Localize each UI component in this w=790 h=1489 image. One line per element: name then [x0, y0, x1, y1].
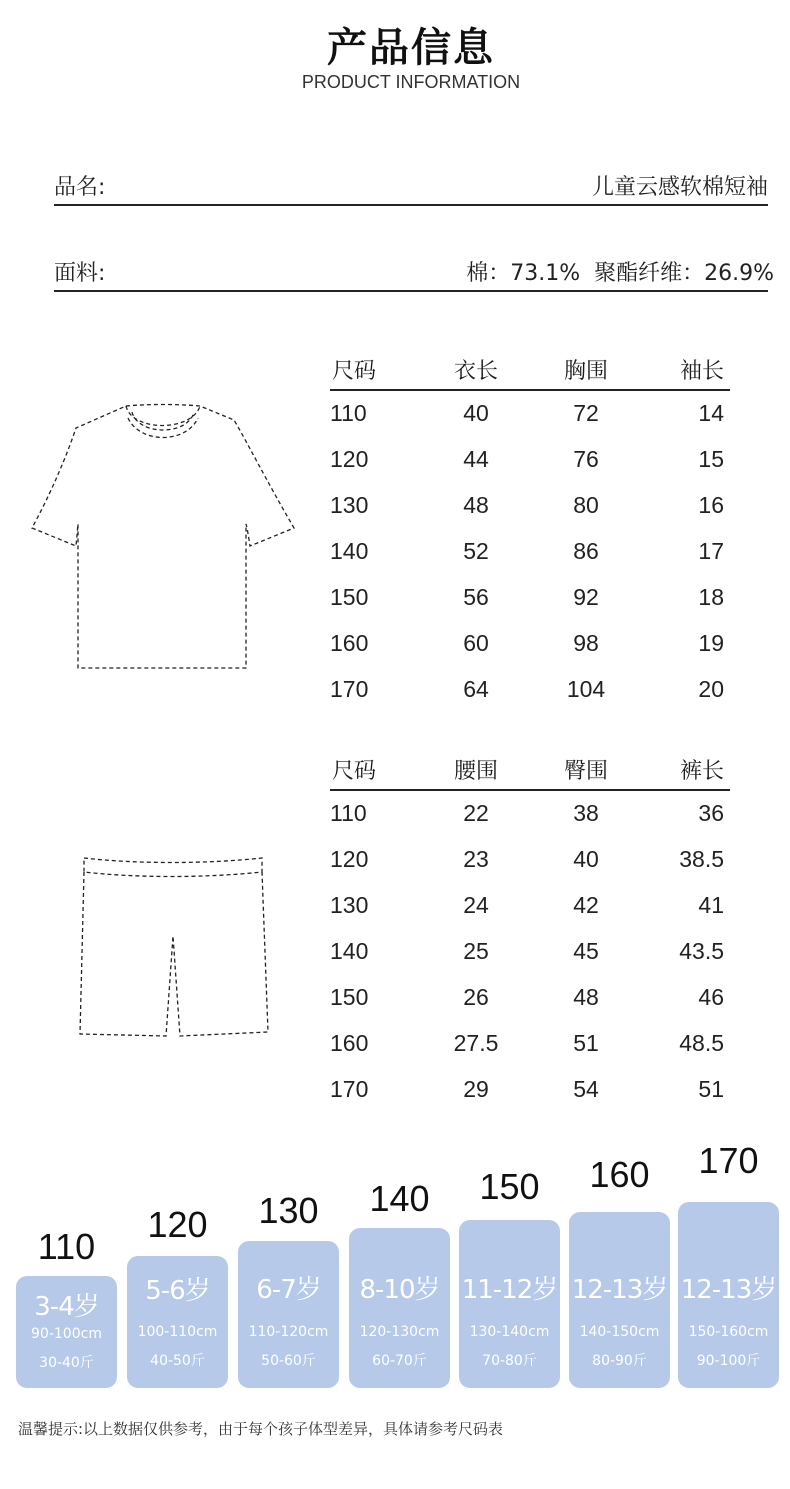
header-sleeve: 袖长 — [626, 350, 730, 390]
weight-range: 70-80斤 — [482, 1353, 537, 1369]
age-guide — [16, 1140, 780, 1390]
age-size-label: 120 — [147, 1204, 208, 1245]
age-card — [238, 1241, 339, 1388]
age-size-label: 160 — [589, 1154, 650, 1195]
cell: 52 — [463, 537, 489, 564]
header-waist: 腰围 — [406, 750, 546, 790]
header-size: 尺码 — [330, 750, 406, 790]
age-range: 12-13岁 — [571, 1275, 668, 1305]
table-row — [330, 790, 730, 836]
table-row — [330, 928, 730, 974]
cell: 140 — [330, 537, 369, 564]
age-card — [459, 1220, 560, 1388]
footer-tip: 温馨提示:以上数据仅供参考，由于每个孩子体型差异，具体请参考尺码表 — [18, 1420, 504, 1438]
weight-range: 90-100斤 — [696, 1353, 761, 1369]
cell: 44 — [463, 445, 489, 472]
height-range: 150-160cm — [688, 1324, 769, 1340]
cell: 86 — [573, 537, 599, 564]
cell: 80 — [573, 491, 599, 518]
cell: 160 — [330, 1029, 369, 1056]
weight-range: 50-60斤 — [261, 1353, 316, 1369]
cell: 48.5 — [679, 1029, 724, 1056]
cell: 16 — [698, 491, 724, 518]
cell: 29 — [463, 1075, 489, 1102]
cell: 20 — [698, 675, 724, 702]
age-range: 11-12岁 — [461, 1275, 558, 1305]
age-card — [678, 1202, 779, 1388]
cell: 92 — [573, 583, 599, 610]
table-row — [330, 836, 730, 882]
cell: 60 — [463, 629, 489, 656]
cell: 38 — [573, 800, 599, 826]
top-size-table — [330, 350, 730, 712]
product-name-row — [54, 166, 768, 206]
cell: 41 — [698, 891, 724, 918]
cell: 23 — [463, 845, 489, 872]
weight-range: 40-50斤 — [150, 1353, 205, 1369]
table-row — [330, 974, 730, 1020]
cell: 42 — [573, 891, 599, 918]
height-range: 140-150cm — [579, 1324, 660, 1340]
age-card — [127, 1256, 228, 1388]
page-title: 产品信息 — [327, 25, 495, 71]
height-range: 110-120cm — [248, 1324, 329, 1340]
cell: 36 — [698, 800, 724, 826]
age-card — [349, 1228, 450, 1388]
cell: 48 — [463, 491, 489, 518]
cell: 17 — [698, 537, 724, 564]
weight-range: 60-70斤 — [372, 1353, 427, 1369]
height-range: 100-110cm — [137, 1324, 218, 1340]
age-size-label: 130 — [258, 1190, 319, 1231]
bottom-size-table — [330, 750, 730, 1112]
cell: 150 — [330, 983, 369, 1010]
header-chest: 胸围 — [546, 350, 626, 390]
cell: 110 — [330, 800, 367, 826]
cell: 51 — [573, 1029, 599, 1056]
cell: 19 — [698, 629, 724, 656]
age-size-label: 110 — [37, 1226, 96, 1267]
cell: 56 — [463, 583, 489, 610]
fabric-row — [54, 252, 774, 292]
cell: 120 — [330, 445, 369, 472]
cell: 150 — [330, 583, 369, 610]
header-pants-length: 裤长 — [626, 750, 730, 790]
cell: 14 — [698, 400, 724, 426]
table-row — [330, 1020, 730, 1066]
table-row — [330, 666, 730, 712]
header-hip: 臀围 — [546, 750, 626, 790]
cell: 18 — [698, 583, 724, 610]
tshirt-outline-icon — [28, 400, 298, 672]
table-row — [330, 390, 730, 436]
cell: 40 — [573, 845, 599, 872]
table-row — [330, 882, 730, 928]
page-subtitle: PRODUCT INFORMATION — [301, 72, 521, 92]
cell: 64 — [463, 675, 489, 702]
cell: 15 — [698, 445, 724, 472]
cell: 110 — [330, 400, 367, 426]
weight-range: 30-40斤 — [39, 1355, 94, 1371]
table-row — [330, 436, 730, 482]
table-row — [330, 1066, 730, 1112]
table-row — [330, 528, 730, 574]
age-range: 12-13岁 — [680, 1275, 777, 1305]
cell: 72 — [573, 400, 599, 426]
shorts-outline-icon — [76, 850, 272, 1042]
cell: 40 — [463, 400, 489, 426]
cell: 46 — [698, 983, 724, 1010]
cell: 48 — [573, 983, 599, 1010]
cell: 45 — [573, 937, 599, 964]
cell: 22 — [463, 800, 489, 826]
header-size: 尺码 — [330, 350, 406, 390]
table-row — [330, 620, 730, 666]
product-name-value: 儿童云感软棉短袖 — [591, 175, 768, 200]
cell: 130 — [330, 891, 369, 918]
cell: 24 — [463, 891, 489, 918]
table-row — [330, 574, 730, 620]
cell: 54 — [573, 1075, 599, 1102]
product-name-label: 品名: — [54, 175, 106, 200]
age-range: 3-4岁 — [34, 1292, 99, 1322]
weight-range: 80-90斤 — [592, 1353, 647, 1369]
cell: 38.5 — [679, 845, 724, 872]
table-header-row — [330, 750, 730, 790]
cell: 170 — [330, 675, 369, 702]
cell: 25 — [463, 937, 489, 964]
table-row — [330, 482, 730, 528]
cell: 120 — [330, 845, 369, 872]
height-range: 90-100cm — [31, 1326, 102, 1342]
cell: 76 — [573, 445, 599, 472]
cell: 43.5 — [679, 937, 724, 964]
cell: 104 — [566, 675, 606, 702]
cell: 130 — [330, 491, 369, 518]
cell: 27.5 — [453, 1029, 499, 1056]
cell: 26 — [463, 983, 489, 1010]
height-range: 120-130cm — [359, 1324, 440, 1340]
header-length: 衣长 — [406, 350, 546, 390]
fabric-label: 面料: — [54, 261, 106, 286]
age-range: 8-10岁 — [359, 1275, 440, 1305]
cell: 140 — [330, 937, 369, 964]
age-size-label: 150 — [479, 1166, 540, 1207]
age-size-label: 170 — [698, 1140, 759, 1181]
cell: 160 — [330, 629, 369, 656]
height-range: 130-140cm — [469, 1324, 550, 1340]
fabric-value: 棉：73.1% 聚酯纤维：26.9% — [466, 261, 774, 286]
age-size-label: 140 — [369, 1178, 430, 1219]
age-range: 5-6岁 — [145, 1276, 210, 1306]
age-card — [16, 1276, 117, 1388]
cell: 170 — [330, 1075, 369, 1102]
cell: 51 — [698, 1075, 724, 1102]
table-header-row — [330, 350, 730, 390]
cell: 98 — [573, 629, 599, 656]
age-card — [569, 1212, 670, 1388]
age-range: 6-7岁 — [256, 1275, 321, 1305]
